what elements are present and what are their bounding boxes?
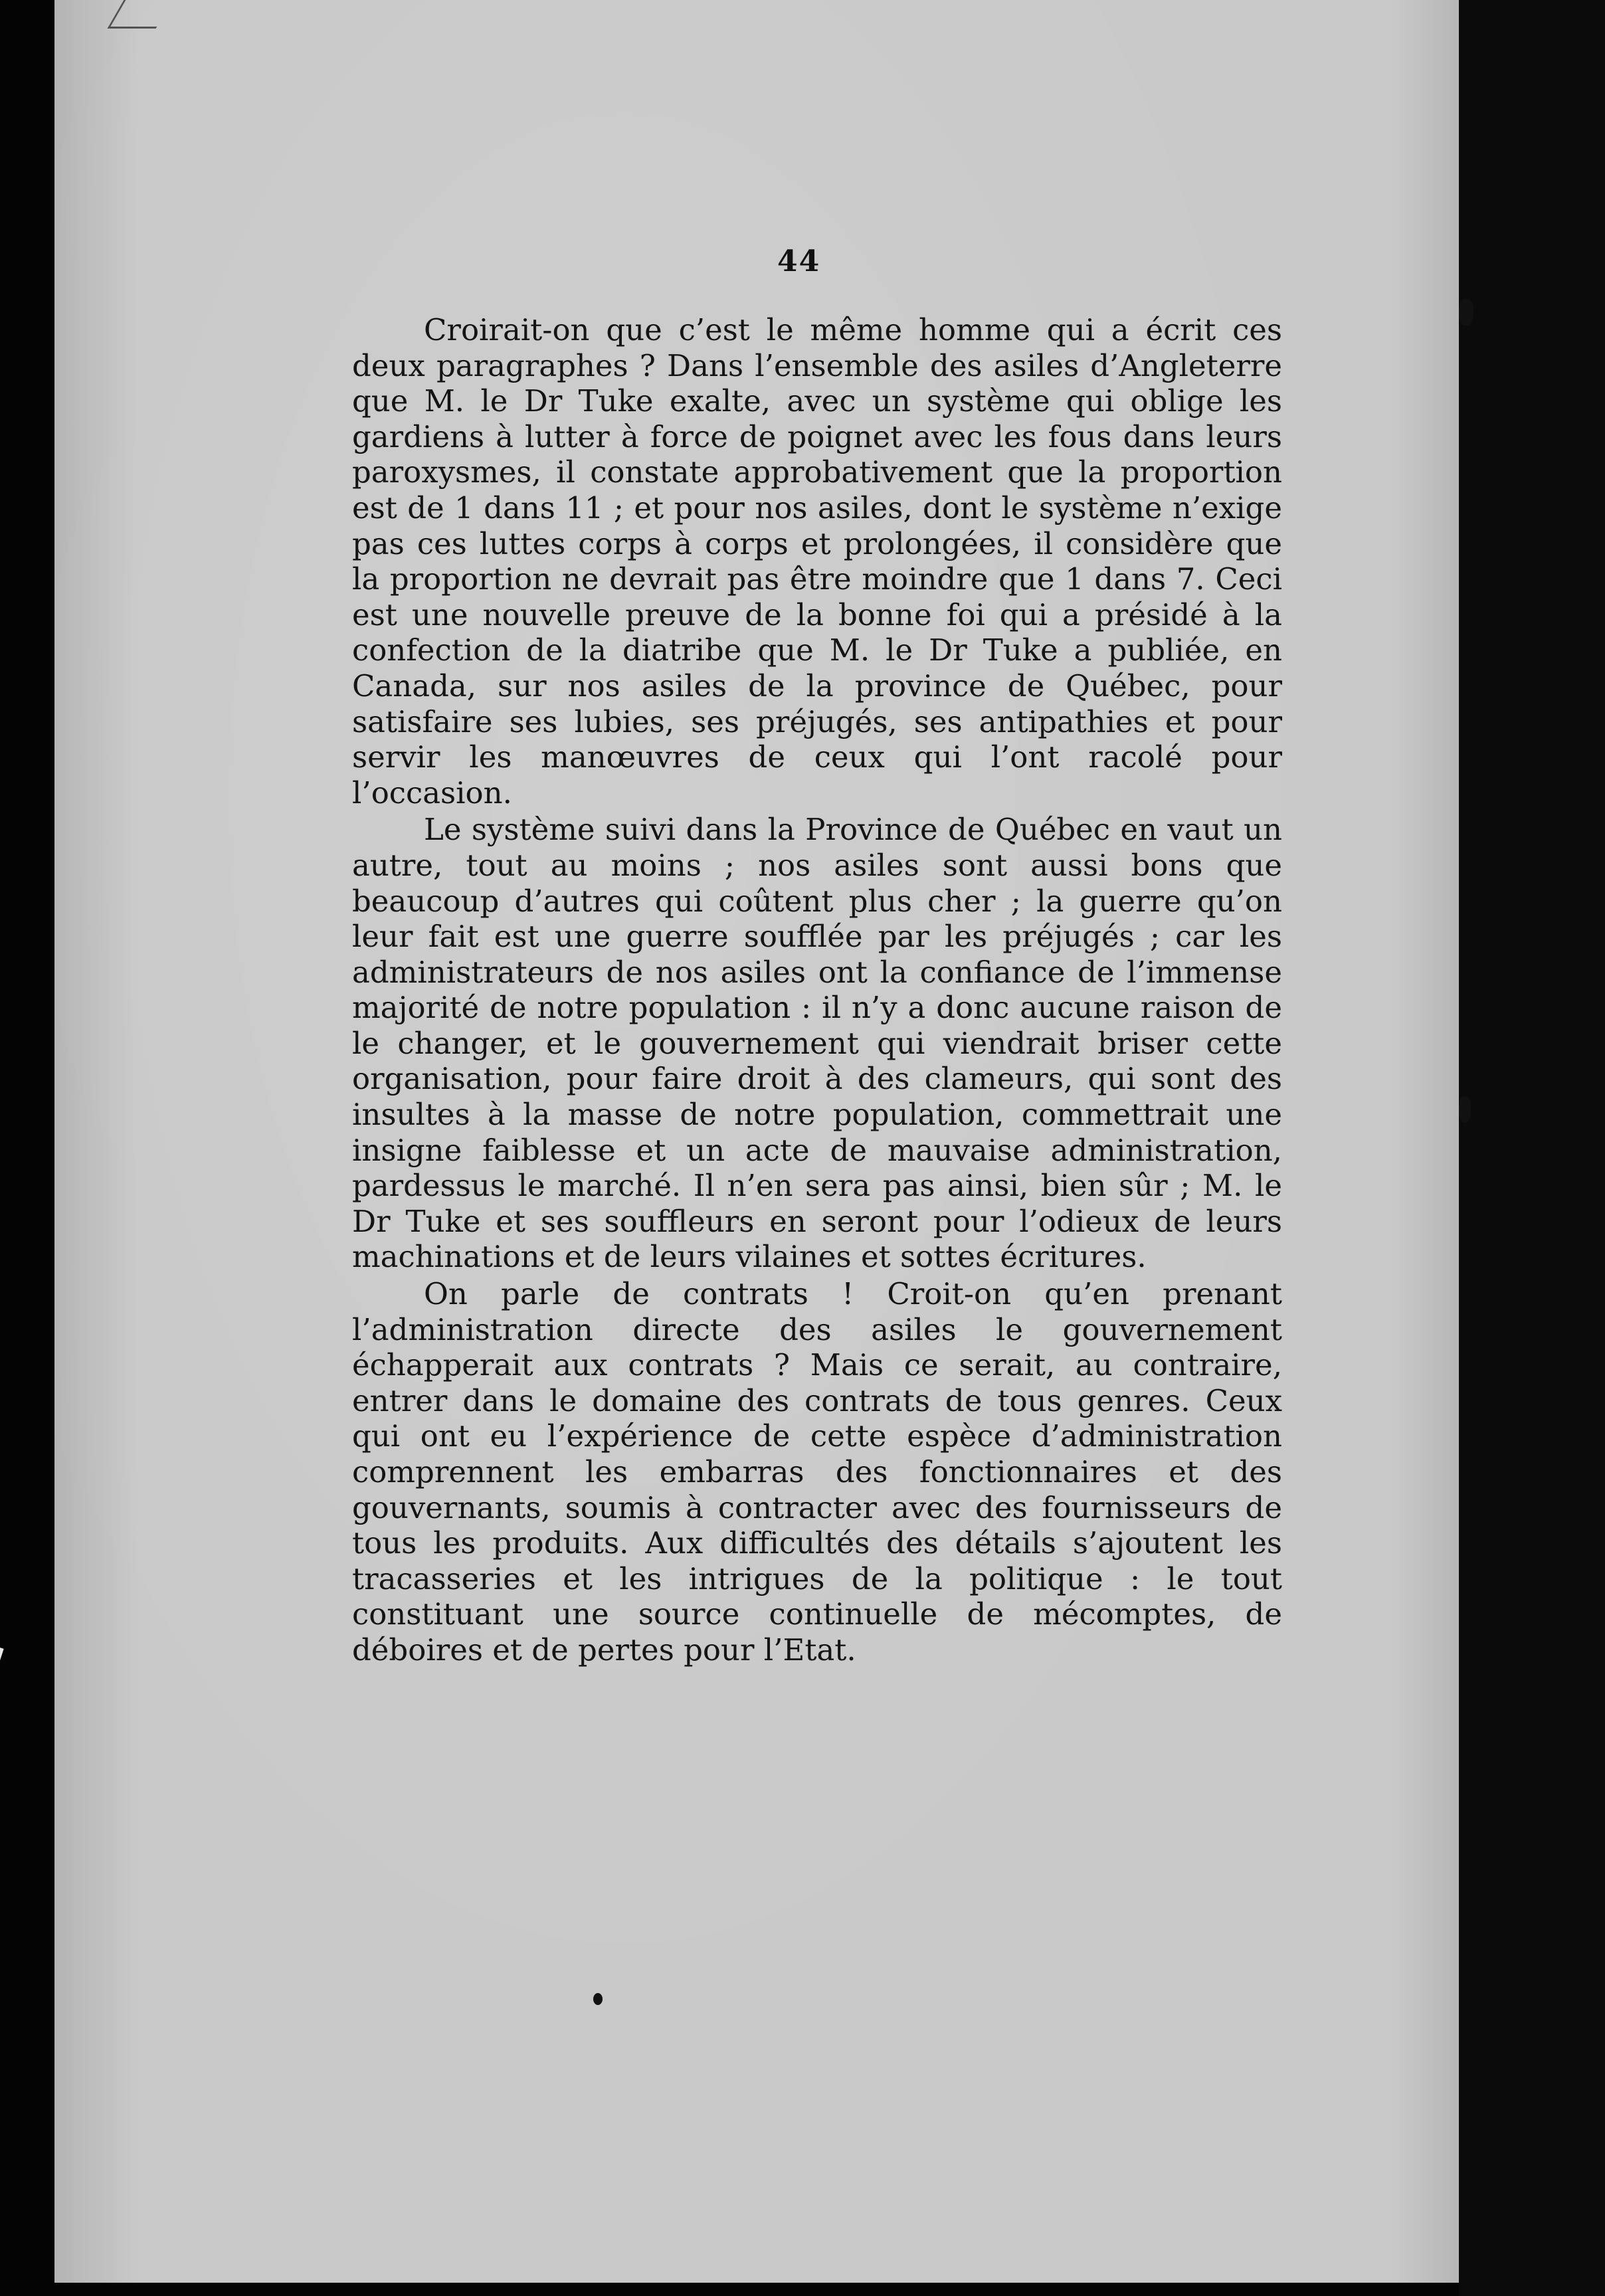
scan-margin-right [1462,0,1605,2296]
body-text [352,312,1282,1668]
folded-corner [108,0,173,29]
ink-speck [1459,299,1473,326]
paragraph: Le système suivi dans la Province de Québec en vaut un autre, tout au moins ; nos asiles sont aussi bons que beaucoup d’autres qui coûtent plus cher ; la guerre qu’on leur fait est une guerre soufflée par les préjugés ; car les administrateurs de nos asiles ont la confiance de l’immense majorité de notre population : il n’y a donc aucune raison de le changer, et le gouvernement qui viendrait briser cette organisation, pour faire droit à des clameurs, qui sont des insultes à la masse de notre population, commettrait une insigne faiblesse et un acte de mauvaise administration, pardessus le marché. Il n’en sera pas ainsi, bien sûr ; M. le Dr Tuke et ses souffleurs en seront pour l’odieux de leurs machinations et de leurs vilaines et sottes écritures. [352,812,1282,1275]
paragraph: Croirait-on que c’est le même homme qui a écrit ces deux paragraphes ? Dans l’ensemble des asiles d’Angleterre que M. le Dr Tuke exalte, avec un système qui oblige les gardiens à lutter à force de poignet avec les fous dans leurs paroxysmes, il constate approbativement que la proportion est de 1 dans 11 ; et pour nos asiles, dont le système n’exige pas ces luttes corps à corps et prolongées, il considère que la proportion ne devrait pas être moindre que 1 dans 7. Ceci est une nouvelle preuve de la bonne foi qui a présidé à la confection de la diatribe que M. le Dr Tuke a publiée, en Canada, sur nos asiles de la province de Québec, pour satisfaire ses lubies, ses préjugés, ses antipathies et pour servir les manœuvres de ceux qui l’ont racolé pour l’occasion. [352,312,1282,811]
ink-speck [593,1993,603,2005]
ink-speck [1459,1096,1471,1123]
page-number: 44 [777,244,821,278]
paragraph: On parle de contrats ! Croit-on qu’en prenant l’administration directe des asiles le gouvernement échapperait aux contrats ? Mais ce serait, au contraire, entrer dans le domaine des contrats de tous genres. Ceux qui ont eu l’expérience de cette espèce d’administration comprennent les embarras des fonctionnaires et des gouvernants, soumis à contracter avec des fournisseurs de tous les produits. Aux difficultés des détails s’ajoutent les tracasseries et les intrigues de la politique : le tout constituant une source continuelle de mécomptes, de déboires et de pertes pour l’Etat. [352,1276,1282,1668]
